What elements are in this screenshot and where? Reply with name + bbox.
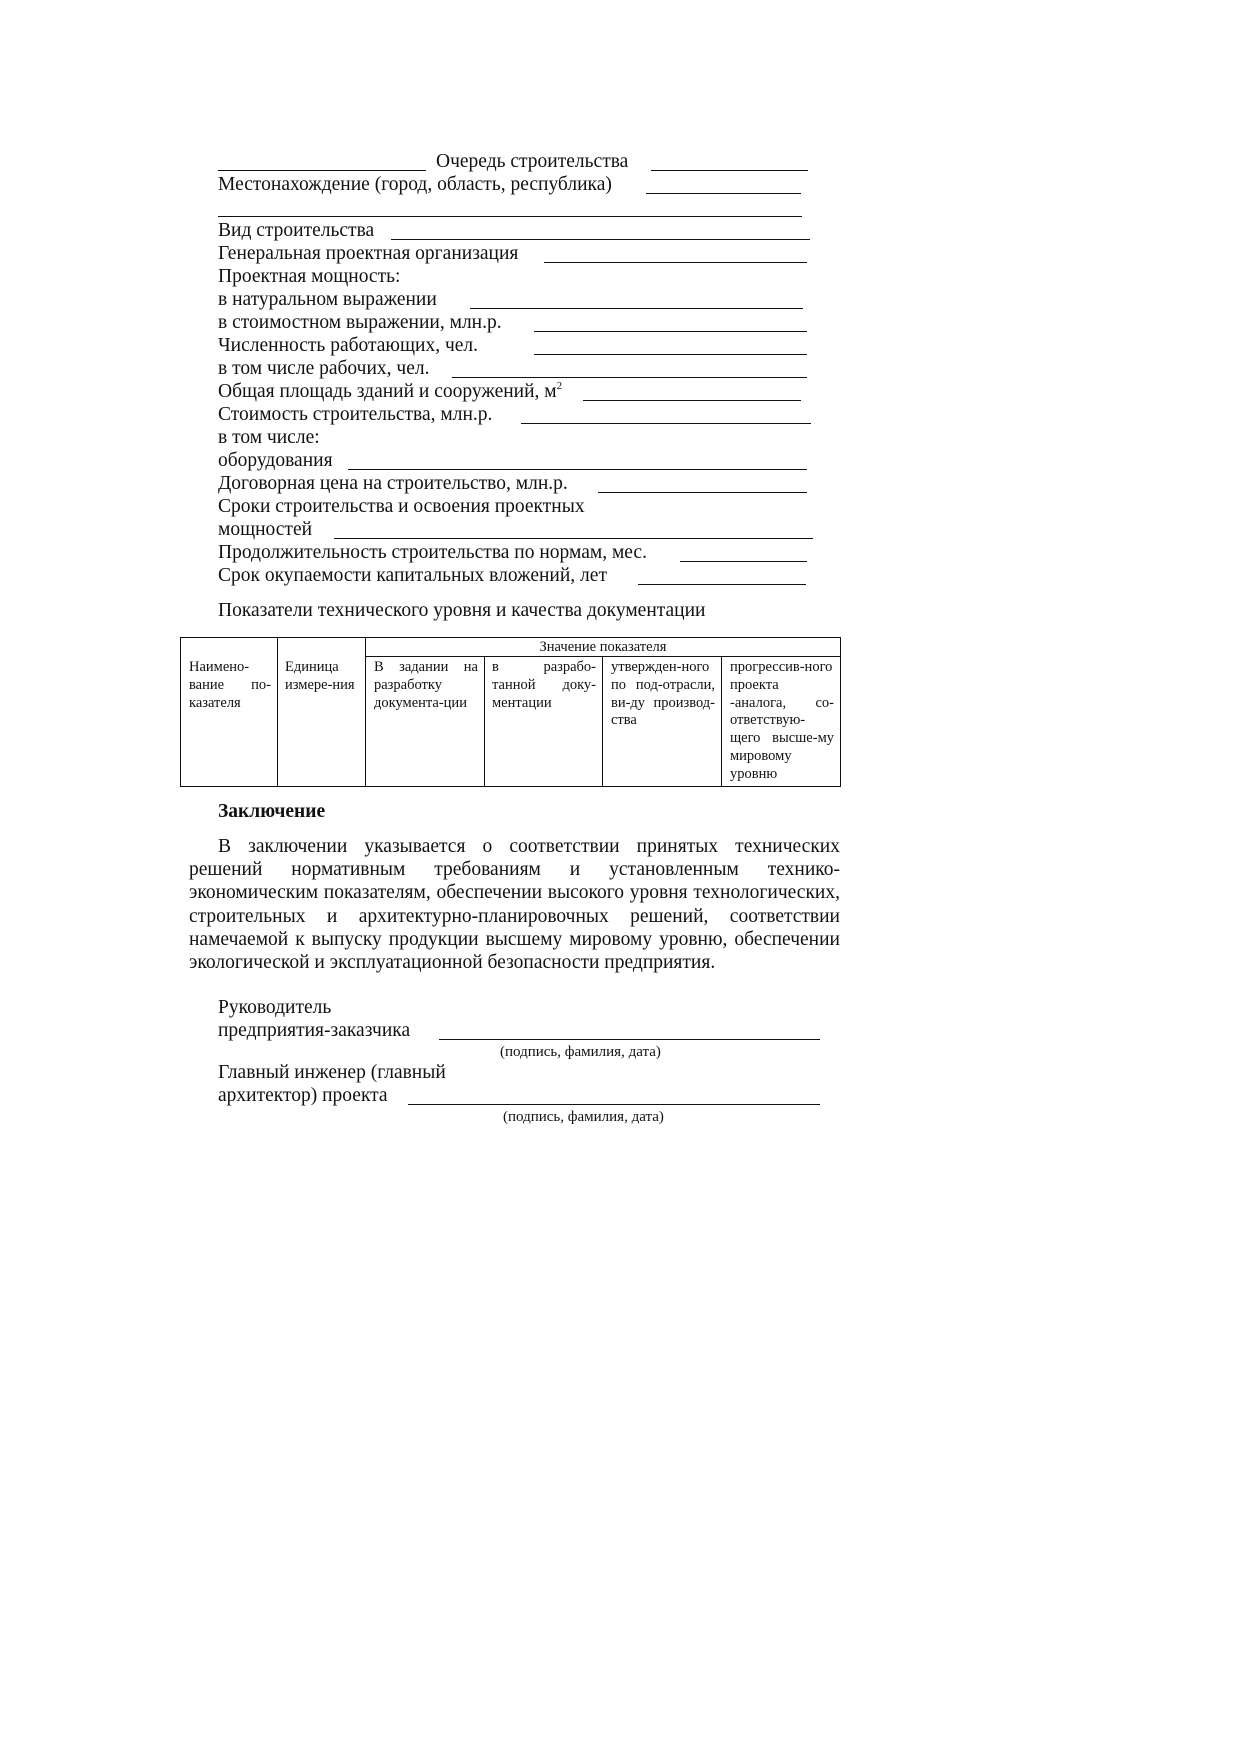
construction-type-row: [218, 219, 818, 243]
design-capacity-label: Проектная мощность:: [218, 266, 401, 287]
construction-cost-row: [218, 403, 818, 427]
contract-price-row: [218, 472, 818, 496]
table-column-header: прогрессив-ного проекта -аналога, со-ответствую-щего высше-му мировому уровню: [730, 659, 834, 782]
workers-count-input-line[interactable]: [534, 354, 807, 355]
table-title: Показатели технического уровня и качества документации: [218, 600, 706, 621]
conclusion-text: В заключении указывается о соответствии принятых технических решений нормативным требованиям и установленным технико-экономическим показателям, обеспечении высокого уровня технологических, строительных и архитектурно-планировочных решений, соответствии намечаемой к выпуску продукции высшему мировому уровню, обеспечении экологической и эксплуатационной безопасности предприятия.: [189, 836, 840, 974]
workers-count-row: [218, 334, 818, 358]
location-row-2: [218, 196, 818, 220]
engineer-row-2: [218, 1084, 818, 1108]
total-area-label: Общая площадь зданий и сооружений, м: [218, 381, 557, 402]
terms-input-line[interactable]: [334, 538, 813, 539]
terms-label-line1: Сроки строительства и освоения проектных: [218, 496, 585, 517]
engineer-signature-line[interactable]: [408, 1104, 820, 1105]
head-signature-caption: (подпись, фамилия, дата): [500, 1044, 661, 1060]
location-label: Местонахождение (город, область, республика): [218, 174, 612, 195]
in-value-row: [218, 311, 818, 335]
head-label-line2: предприятия-заказчика: [218, 1020, 411, 1041]
head-row-1: [218, 996, 818, 1020]
queue-row: [218, 150, 818, 174]
construction-cost-input-line[interactable]: [521, 423, 811, 424]
engineer-row-1: [218, 1061, 818, 1085]
queue-label: Очередь строительства: [436, 151, 629, 172]
table-divider: [365, 638, 366, 786]
terms-row-2: [218, 518, 818, 542]
table-group-header: Значение показателя: [539, 639, 667, 655]
engineer-signature-caption: (подпись, фамилия, дата): [503, 1109, 664, 1125]
terms-label-line2: мощностей: [218, 519, 313, 540]
table-divider: [721, 656, 722, 786]
including-label: в том числе:: [218, 427, 320, 448]
total-area-superscript: 2: [556, 380, 563, 392]
conclusion-heading: Заключение: [218, 801, 326, 822]
in-value-input-line[interactable]: [534, 331, 807, 332]
table-group-divider: [365, 656, 840, 657]
workers-count-label: Численность работающих, чел.: [218, 335, 479, 356]
total-area-row: [218, 380, 818, 404]
general-design-org-label: Генеральная проектная организация: [218, 243, 519, 264]
location-input-line-2[interactable]: [218, 216, 802, 217]
blank-line: [218, 170, 426, 171]
workers-incl-input-line[interactable]: [452, 377, 807, 378]
equipment-input-line[interactable]: [348, 469, 807, 470]
construction-cost-label: Стоимость строительства, млн.р.: [218, 404, 493, 425]
workers-incl-label: в том числе рабочих, чел.: [218, 358, 430, 379]
location-row: [218, 173, 818, 197]
table-column-header: В задании на разработку документа-ции: [374, 659, 478, 711]
construction-type-input-line[interactable]: [391, 239, 810, 240]
contract-price-label: Договорная цена на строительство, млн.р.: [218, 473, 568, 494]
in-value-label: в стоимостном выражении, млн.р.: [218, 312, 502, 333]
in-kind-input-line[interactable]: [470, 308, 803, 309]
table-column-header: Наимено-вание по-казателя: [189, 659, 271, 711]
general-design-org-row: [218, 242, 818, 266]
duration-norm-row: [218, 541, 818, 565]
general-design-org-input-line[interactable]: [544, 262, 807, 263]
location-input-line[interactable]: [646, 193, 801, 194]
engineer-label-line1: Главный инженер (главный: [218, 1062, 446, 1083]
head-label-line1: Руководитель: [218, 997, 332, 1018]
payback-label: Срок окупаемости капитальных вложений, лет: [218, 565, 607, 586]
table-column-header: утвержден-ного по под-отрасли, ви-ду производ-ства: [611, 659, 715, 729]
design-capacity-row: [218, 265, 818, 289]
including-row: [218, 426, 818, 450]
in-kind-label: в натуральном выражении: [218, 289, 437, 310]
engineer-label-line2: архитектор) проекта: [218, 1085, 388, 1106]
duration-norm-input-line[interactable]: [680, 561, 807, 562]
payback-input-line[interactable]: [638, 584, 806, 585]
duration-norm-label: Продолжительность строительства по нормам, мес.: [218, 542, 647, 563]
table-divider: [602, 656, 603, 786]
equipment-label: оборудования: [218, 450, 333, 471]
contract-price-input-line[interactable]: [598, 492, 807, 493]
head-row-2: [218, 1019, 818, 1043]
terms-row-1: [218, 495, 818, 519]
queue-input-line[interactable]: [651, 170, 808, 171]
table-divider: [277, 638, 278, 786]
in-kind-row: [218, 288, 818, 312]
workers-incl-row: [218, 357, 818, 381]
indicators-table: [180, 637, 841, 787]
total-area-input-line[interactable]: [583, 400, 801, 401]
table-divider: [484, 656, 485, 786]
equipment-row: [218, 449, 818, 473]
head-signature-line[interactable]: [439, 1039, 820, 1040]
table-column-header: Единица измере-ния: [285, 659, 355, 693]
construction-type-label: Вид строительства: [218, 220, 375, 241]
payback-row: [218, 564, 818, 588]
table-column-header: в разрабо-танной доку-ментации: [492, 659, 596, 711]
